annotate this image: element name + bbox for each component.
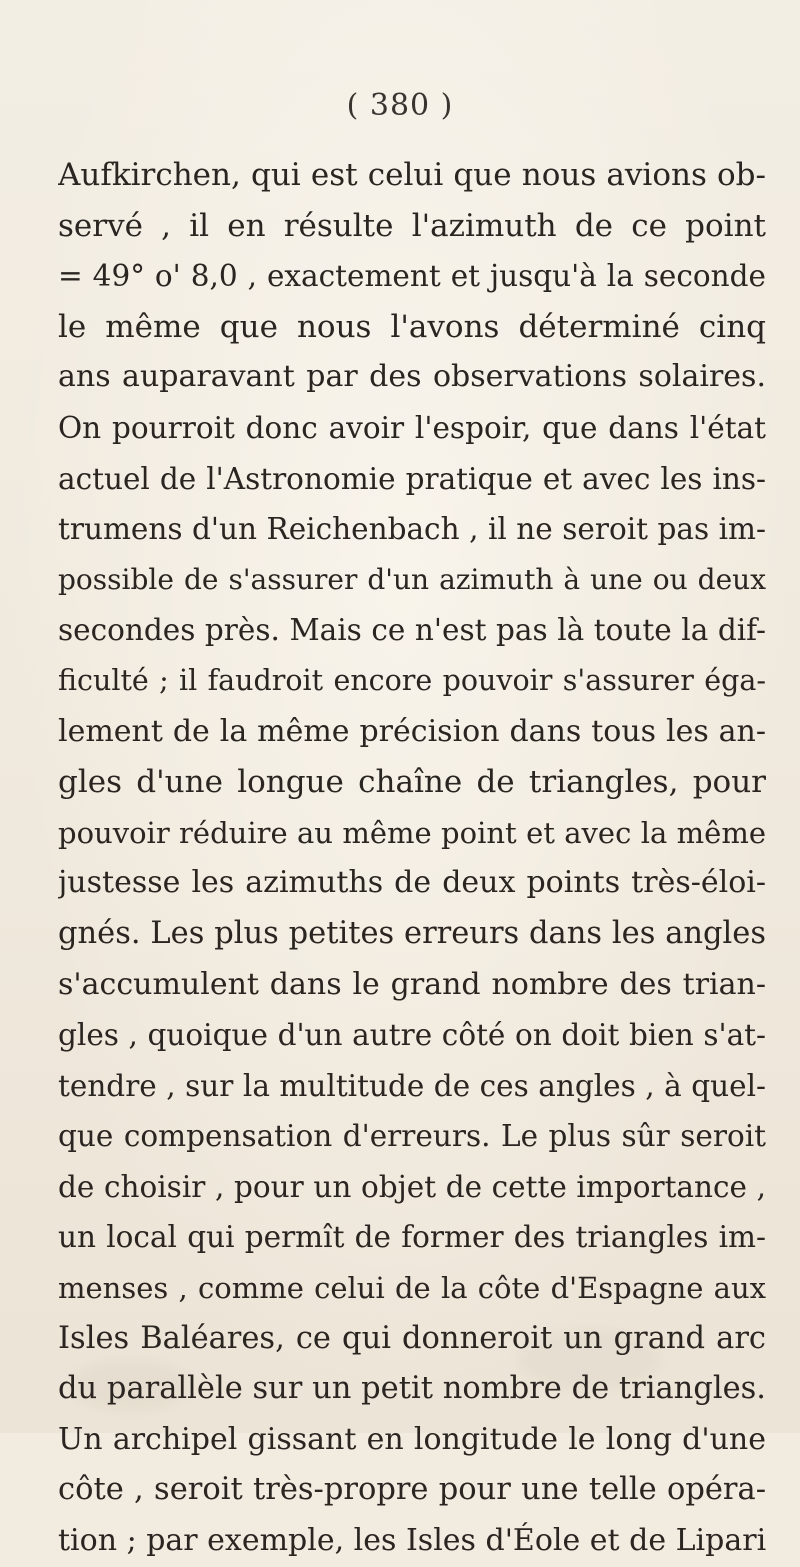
page-number: ( 380 ) xyxy=(346,88,454,123)
text-line: secondes près. Mais ce n'est pas là toute la dif- xyxy=(58,613,766,648)
text-line: ficulté ; il faudroit encore pouvoir s'assurer éga- xyxy=(58,663,766,697)
text-line: lement de la même précision dans tous les an- xyxy=(58,713,766,749)
text-line: Aufkirchen, qui est celui que nous avions ob- xyxy=(58,157,766,193)
text-line: pouvoir réduire au même point et avec la même xyxy=(58,815,766,850)
text-line: s'accumulent dans le grand nombre des trian- xyxy=(58,966,766,1002)
text-line: servé , il en résulte l'azimuth de ce point xyxy=(58,207,766,244)
text-line: ans auparavant par des observations solaires. xyxy=(58,359,766,395)
text-line: possible de s'assurer d'un azimuth à une ou deux xyxy=(58,562,766,596)
body-text xyxy=(58,150,766,1567)
text-line: menses , comme celui de la côte d'Espagne aux xyxy=(58,1271,766,1306)
text-line: gles d'une longue chaîne de triangles, pour xyxy=(58,764,766,801)
text-line: que compensation d'erreurs. Le plus sûr seroit xyxy=(58,1119,766,1154)
text-line: gles , quoique d'un autre côté on doit bien s'at- xyxy=(58,1018,766,1053)
text-line: gnés. Les plus petites erreurs dans les angles xyxy=(58,915,766,951)
text-line: Isles Baléares, ce qui donneroit un grand arc xyxy=(58,1320,766,1356)
text-line: côte , seroit très-propre pour une telle opéra- xyxy=(58,1472,766,1508)
text-line: du parallèle sur un petit nombre de triangles. xyxy=(58,1371,766,1407)
text-line: actuel de l'Astronomie pratique et avec les ins- xyxy=(58,461,766,496)
text-line: de choisir , pour un objet de cette importance , xyxy=(58,1169,766,1204)
text-line: Un archipel gissant en longitude le long d'une xyxy=(58,1421,766,1457)
text-line: trumens d'un Reichenbach , il ne seroit pas im- xyxy=(58,512,766,547)
text-line: tion ; par exemple, les Isles d'Éole et de Lipari xyxy=(58,1523,766,1559)
text-line: tendre , sur la multitude de ces angles , à quel- xyxy=(58,1068,766,1103)
text-line: le même que nous l'avons déterminé cinq xyxy=(58,308,766,345)
text-line: justesse les azimuths de deux points très-éloi- xyxy=(58,865,766,901)
text-line: = 49° o' 8,0 , exactement et jusqu'à la seconde xyxy=(58,259,766,294)
text-line: On pourroit donc avoir l'espoir, que dans l'état xyxy=(58,410,766,445)
text-line: un local qui permît de former des triangles im- xyxy=(58,1220,766,1255)
